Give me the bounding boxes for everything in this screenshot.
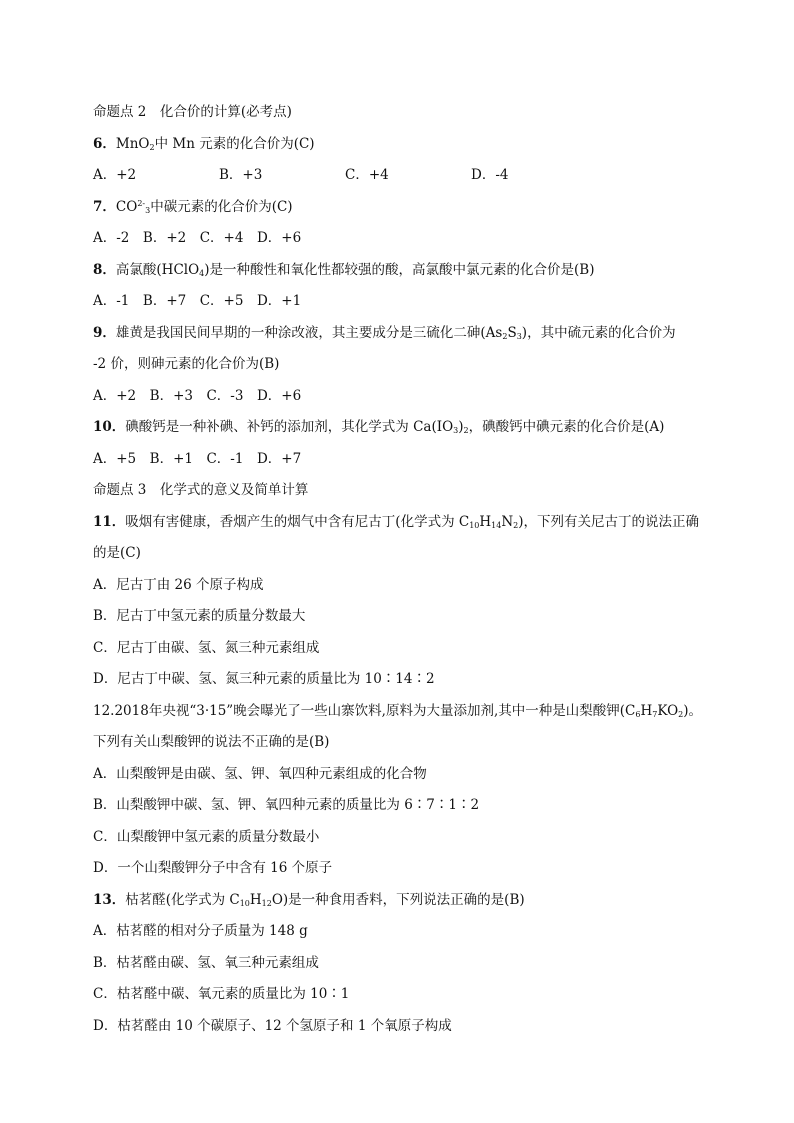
question-11-option-a: A．尼古丁由 26 个原子构成 (93, 576, 264, 593)
question-7-options: A．-2 B．+2 C．+4 D．+6 (93, 230, 302, 246)
question-11-continued: 的是(C) (93, 545, 141, 561)
question-number: 10． (93, 419, 126, 435)
question-7: 7．$CO^{2-}_3$中碳元素的化合价为(C) (93, 198, 293, 215)
section-title-3: 命题点 3 化学式的意义及简单计算 (93, 482, 309, 498)
question-number: 7． (93, 198, 116, 215)
question-9-continued: -2 价，则砷元素的化合价为(B) (93, 356, 280, 372)
option-a: A．+2 (93, 167, 137, 183)
question-9-options: A．+2 B．+3 C．-3 D．+6 (93, 387, 302, 404)
question-6: 6．MnO$_2$中 Mn 元素的化合价为(C) (93, 135, 315, 152)
question-12-option-c: C．山梨酸钾中氢元素的质量分数最小 (93, 828, 320, 845)
section-title-2: 命题点 2 化合价的计算(必考点) (93, 104, 292, 120)
question-12-continued: 下列有关山梨酸钾的说法不正确的是(B) (93, 734, 330, 750)
question-number: 11． (93, 513, 126, 530)
question-13-option-d: D．枯茗醛由 10 个碳原子、12 个氢原子和 1 个氧原子构成 (93, 1017, 452, 1034)
question-12-option-a: A．山梨酸钾是由碳、氢、钾、氧四种元素组成的化合物 (93, 765, 427, 782)
question-number: 6． (93, 135, 116, 152)
question-number: 13． (93, 891, 126, 908)
question-11-option-d: D．尼古丁中碳、氢、氮三种元素的质量比为 10∶14∶2 (93, 671, 435, 687)
question-8: 8．高氯酸(HClO$_4$)是一种酸性和氧化性都较强的酸，高氯酸中氯元素的化合价是(B) (93, 261, 595, 278)
question-12-option-b: B．山梨酸钾中碳、氢、钾、氧四种元素的质量比为 6∶7∶1∶2 (93, 797, 480, 813)
option-c: C．+4 (345, 167, 389, 183)
question-10-options: A．+5 B．+1 C．-1 D．+7 (93, 450, 302, 467)
question-6-options (93, 160, 733, 192)
question-number: 9． (93, 324, 116, 341)
question-11-option-b: B．尼古丁中氢元素的质量分数最大 (93, 608, 306, 624)
question-10: 10．碘酸钙是一种补碘、补钙的添加剂，其化学式为 $Ca(IO_3)_2$，碘酸钙中碘元素的化合价是(A) (93, 419, 665, 435)
option-b: B．+3 (219, 167, 263, 183)
question-13-option-b: B．枯茗醛由碳、氢、氧三种元素组成 (93, 954, 319, 971)
option-d: D．-4 (471, 167, 509, 183)
question-12: 12.2018年央视“3·15”晚会曝光了一些山寨饮料,原料为大量添加剂,其中一种是山梨酸钾$(C_6H_7KO_2)$。 (93, 702, 703, 719)
worksheet (93, 97, 733, 1042)
question-12-option-d: D．一个山梨酸钾分子中含有 16 个原子 (93, 860, 333, 876)
question-13-option-a: A．枯茗醛的相对分子质量为 148 g (93, 923, 308, 939)
question-11: 11．吸烟有害健康，香烟产生的烟气中含有尼古丁(化学式为 $C_{10}H_{14}N_2$)，下列有关尼古丁的说法正确 (93, 513, 700, 530)
question-8-options: A．-1 B．+7 C．+5 D．+1 (93, 293, 302, 309)
question-11-option-c: C．尼古丁由碳、氢、氮三种元素组成 (93, 639, 320, 656)
question-number: 8． (93, 261, 116, 278)
question-13-option-c: C．枯茗醛中碳、氧元素的质量比为 10∶1 (93, 986, 350, 1002)
question-9: 9．雄黄是我国民间早期的一种涂改液，其主要成分是三硫化二砷$(As_2S_3)$，其中硫元素的化合价为 (93, 324, 676, 341)
question-13: 13．枯茗醛(化学式为 $C_{10}H_{12}O$)是一种食用香料，下列说法正确的是(B) (93, 891, 525, 908)
